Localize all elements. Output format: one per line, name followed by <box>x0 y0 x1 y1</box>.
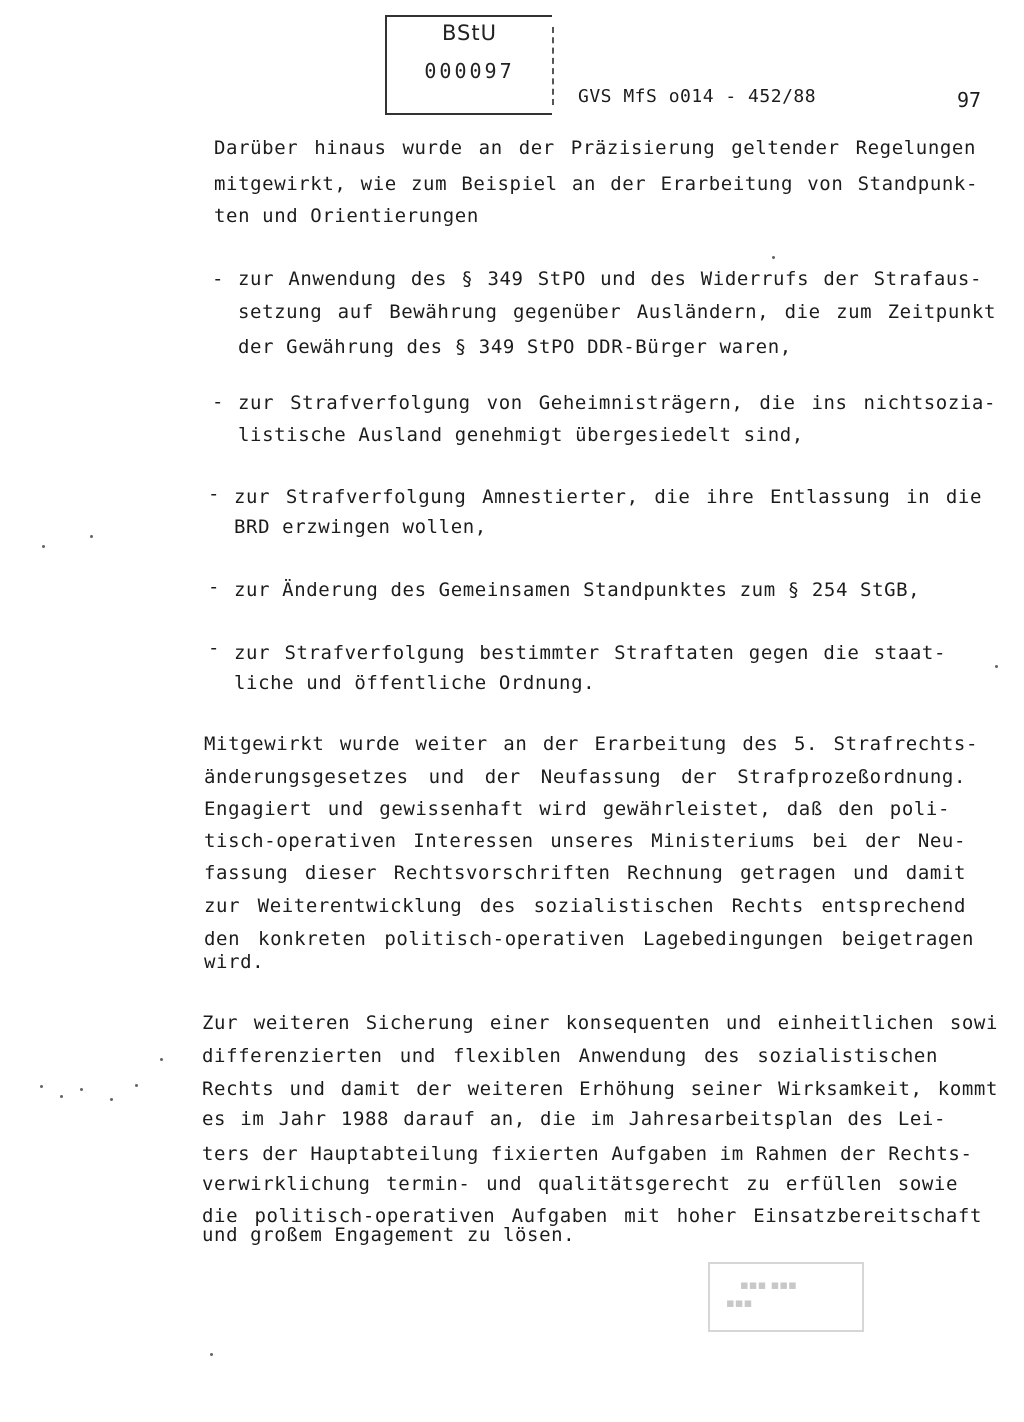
paragraph-line: ters der Hauptabteilung fixierten Aufgaben im Rahmen der Rechts- <box>202 1143 973 1165</box>
bullet-line: zur Änderung des Gemeinsamen Standpunktes zum § 254 StGB, <box>234 579 921 601</box>
scan-speck <box>995 665 998 668</box>
document-reference: GVS MfS o014 - 452/88 <box>578 86 817 107</box>
scan-speck <box>42 545 45 548</box>
scan-speck <box>135 1084 138 1087</box>
bullet-line: zur Strafverfolgung von Geheimnisträgern, die ins nichtsozia- <box>238 392 996 414</box>
scan-speck <box>90 535 93 538</box>
paragraph-line: ten und Orientierungen <box>214 205 479 227</box>
paragraph-line: tisch-operativen Interessen unseres Ministeriums bei der Neu- <box>204 830 966 852</box>
bullet-line: listische Ausland genehmigt übergesiedelt sind, <box>238 424 804 446</box>
bullet-line: liche und öffentliche Ordnung. <box>234 672 596 694</box>
scan-speck <box>40 1085 43 1088</box>
scan-speck <box>80 1088 83 1091</box>
bullet-dash: - <box>208 637 220 659</box>
paragraph-line: den konkreten politisch-operativen Lagebedingungen beigetragen <box>204 928 974 950</box>
stamp-agency: BStU <box>442 21 497 45</box>
bullet-line: zur Strafverfolgung Amnestierter, die ihre Entlassung in die <box>234 486 982 508</box>
bullet-line: BRD erzwingen wollen, <box>234 516 487 538</box>
paragraph-line: änderungsgesetzes und der Neufassung der Strafprozeßordnung. <box>204 766 966 788</box>
paragraph-line: es im Jahr 1988 darauf an, die im Jahresarbeitsplan des Lei- <box>202 1108 946 1130</box>
scan-speck <box>110 1098 113 1101</box>
archive-stamp <box>385 15 552 115</box>
paragraph-line: Mitgewirkt wurde weiter an der Erarbeitung des 5. Strafrechts- <box>204 733 978 755</box>
paragraph-line: mitgewirkt, wie zum Beispiel an der Erarbeitung von Standpunk- <box>214 173 978 195</box>
paragraph-line: verwirklichung termin- und qualitätsgerecht zu erfüllen sowie <box>202 1173 958 1195</box>
faint-stamp-imprint: ▪▪▪ ▪▪▪ ▪▪▪ <box>708 1262 864 1332</box>
stamp-number: 000097 <box>424 59 515 83</box>
scan-speck <box>210 1353 213 1356</box>
scan-speck <box>160 1058 163 1061</box>
paragraph-line: Engagiert und gewissenhaft wird gewährleistet, daß den poli- <box>204 798 950 820</box>
scan-speck <box>772 256 775 259</box>
scan-speck <box>60 1095 63 1098</box>
paragraph-line: wird. <box>204 951 265 973</box>
paragraph-line: zur Weiterentwicklung des sozialistischen Rechts entsprechend <box>204 895 966 917</box>
bullet-line: setzung auf Bewährung gegenüber Ausländern, die zum Zeitpunkt <box>238 301 996 323</box>
bullet-line: der Gewährung des § 349 StPO DDR-Bürger waren, <box>238 336 792 358</box>
paragraph-line: Zur weiteren Sicherung einer konsequenten und einheitlichen sowi <box>202 1012 998 1034</box>
paragraph-line: differenzierten und flexiblen Anwendung des sozialistischen <box>202 1045 938 1067</box>
paragraph-line: fassung dieser Rechtsvorschriften Rechnung getragen und damit <box>204 862 966 884</box>
bullet-dash: - <box>208 576 220 598</box>
paragraph-line: Rechts und damit der weiteren Erhöhung seiner Wirksamkeit, kommt <box>202 1078 998 1100</box>
paragraph-line: und großem Engagement zu lösen. <box>202 1224 576 1246</box>
bullet-dash: - <box>212 391 224 413</box>
paragraph-line: Darüber hinaus wurde an der Präzisierung geltender Regelungen <box>214 137 976 159</box>
bullet-line: zur Anwendung des § 349 StPO und des Widerrufs der Strafaus- <box>238 268 982 290</box>
paragraph-line: die politisch-operativen Aufgaben mit hoher Einsatzbereitschaft <box>202 1205 982 1227</box>
bullet-dash: - <box>212 268 224 290</box>
page-number: 97 <box>957 88 982 112</box>
bullet-line: zur Strafverfolgung bestimmter Straftaten gegen die staat- <box>234 642 946 664</box>
bullet-dash: - <box>208 483 220 505</box>
